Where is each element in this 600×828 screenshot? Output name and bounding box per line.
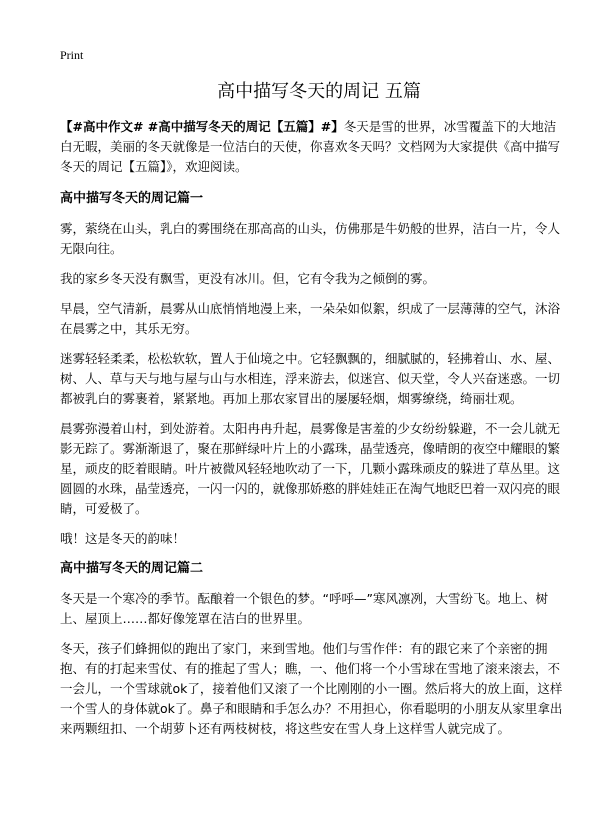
intro-tag: 【#高中作文# #高中描写冬天的周记【五篇】#】 — [60, 119, 344, 134]
paragraph: 迷雾轻轻柔柔，松松软软，置人于仙境之中。它轻飘飘的，细腻腻的，轻拂着山、水、屋、树、人、草与天与地与屋与山与水相连，浮来游去，似迷宫、似天堂，令人兴奋迷惑。一切都被乳白的雾裹着，紧紧地。再加上那农家冒出的屡屡轻烟，烟雾缭绕，绮丽壮观。 — [60, 351, 561, 406]
paragraph: 雾，萦绕在山头，乳白的雾围绕在那高高的山头，仿佛那是牛奶般的世界，洁白一片，令人无限向往。 — [60, 221, 561, 256]
print-link[interactable]: Print — [60, 48, 84, 62]
intro-paragraph — [60, 117, 564, 177]
intro-text: 冬天是雪的世界，冰雪覆盖下的大地洁白无暇，美丽的冬天就像是一位洁白的天使，你喜欢冬天吗？文档网为大家提供《高中描写冬天的周记【五篇】》，欢迎阅读。 — [60, 119, 561, 174]
paragraph: 冬天，孩子们蜂拥似的跑出了家门，来到雪地。他们与雪作伴：有的跟它来了个亲密的拥抱、有的打起来雪仗、有的推起了雪人；瞧，一、他们将一个小雪球在雪地了滚来滚去，不一会儿，一个雪球就ok了，接着他们又滚了一个比刚刚的小一圈。然后将大的放上面，这样一个雪人的身体就ok了。鼻子和眼睛和手怎么办？不用担心，你看聪明的小朋友从家里拿出来两颗纽扣、一个胡萝卜还有两枝树枝，将这些安在雪人身上这样雪人就完成了。 — [60, 641, 563, 736]
paragraph: 早晨，空气清新，晨雾从山底悄悄地漫上来，一朵朵如似絮，织成了一层薄薄的空气，沐浴在晨雾之中，其乐无穷。 — [60, 301, 561, 336]
paragraph: 冬天是一个寒冷的季节。酝酿着一个银色的梦。“呼呼—”寒风凛冽，大雪纷飞。地上、树上、屋顶上……都好像笼罩在洁白的世界里。 — [60, 591, 548, 626]
paragraph: 我的家乡冬天没有飘雪，更没有冰川。但，它有令我为之倾倒的雾。 — [60, 271, 436, 286]
paragraph: 晨雾弥漫着山村，到处游着。太阳冉冉升起，晨雾像是害羞的少女纷纷躲避，不一会儿就无影无踪了。雾渐渐退了，聚在那鲜绿叶片上的小露珠，晶莹透亮，像晴朗的夜空中耀眼的繁星，顽皮的眨着眼睛。叶片被微风轻轻地吹动了一下，几颗小露珠顽皮的躲进了草丛里。这圆圆的水珠，晶莹透亮，一闪一闪的，就像那娇憨的胖娃娃正在淘气地眨巴着一双闪亮的眼睛，可爱极了。 — [60, 421, 561, 516]
paragraph: 哦！这是冬天的韵味！ — [60, 531, 186, 546]
section-heading-2: 高中描写冬天的周记篇二 — [60, 561, 204, 576]
section-heading-1: 高中描写冬天的周记篇一 — [60, 191, 204, 206]
document-title: 高中描写冬天的周记 五篇 — [217, 81, 421, 102]
